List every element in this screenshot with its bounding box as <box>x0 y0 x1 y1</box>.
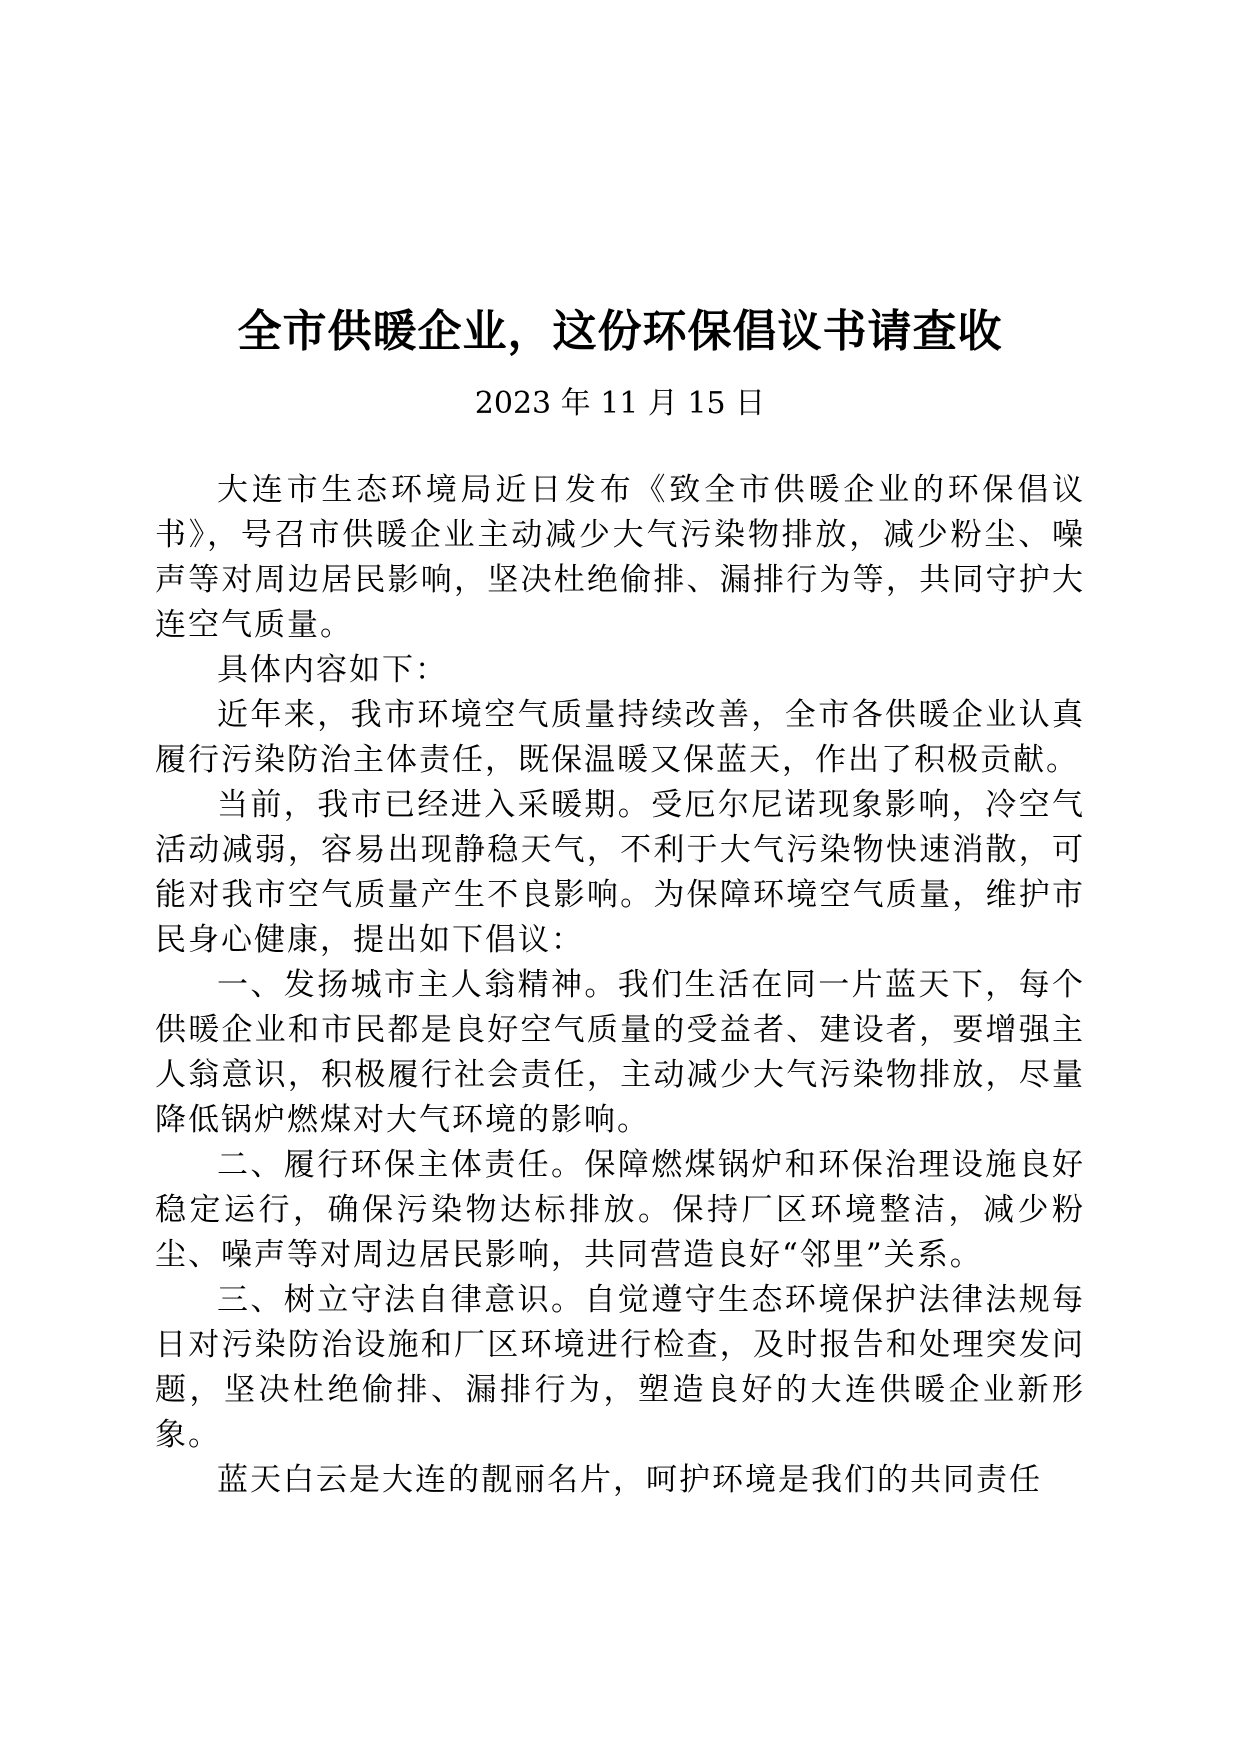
paragraph-content-lead: 具体内容如下： <box>217 652 448 688</box>
paragraph-closing: 蓝天白云是大连的靓丽名片，呵护环境是我们的共同责任 <box>217 1462 1042 1498</box>
document-title: 全市供暖企业，这份环保倡议书请查收 <box>237 306 1003 357</box>
paragraph-proposal-2: 二、履行环保主体责任。保障燃煤锅炉和环保治理设施良好稳定运行，确保污染物达标排放。保持厂区环境整洁，减少粉尘、噪声等对周边居民影响，共同营造良好“邻里”关系。 <box>155 1147 1085 1273</box>
document-date: 2023 年 11 月 15 日 <box>474 386 766 421</box>
paragraph-proposal-3: 三、树立守法自律意识。自觉遵守生态环境保护法律法规每日对污染防治设施和厂区环境进行检查，及时报告和处理突发问题，坚决杜绝偷排、漏排行为，塑造良好的大连供暖企业新形象。 <box>155 1282 1085 1453</box>
paragraph-background: 近年来，我市环境空气质量持续改善，全市各供暖企业认真履行污染防治主体责任，既保温暖又保蓝天，作出了积极贡献。 <box>155 697 1085 778</box>
paragraph-intro: 大连市生态环境局近日发布《致全市供暖企业的环保倡议书》，号召市供暖企业主动减少大气污染物排放，减少粉尘、噪声等对周边居民影响，坚决杜绝偷排、漏排行为等，共同守护大连空气质量。 <box>155 472 1085 643</box>
paragraph-current-situation: 当前，我市已经进入采暖期。受厄尔尼诺现象影响，冷空气活动减弱，容易出现静稳天气，不利于大气污染物快速消散，可能对我市空气质量产生不良影响。为保障环境空气质量，维护市民身心健康，提出如下倡议： <box>155 787 1085 958</box>
paragraph-proposal-1: 一、发扬城市主人翁精神。我们生活在同一片蓝天下，每个供暖企业和市民都是良好空气质量的受益者、建设者，要增强主人翁意识，积极履行社会责任，主动减少大气污染物排放，尽量降低锅炉燃煤对大气环境的影响。 <box>155 967 1085 1138</box>
document-body <box>155 468 1085 1503</box>
